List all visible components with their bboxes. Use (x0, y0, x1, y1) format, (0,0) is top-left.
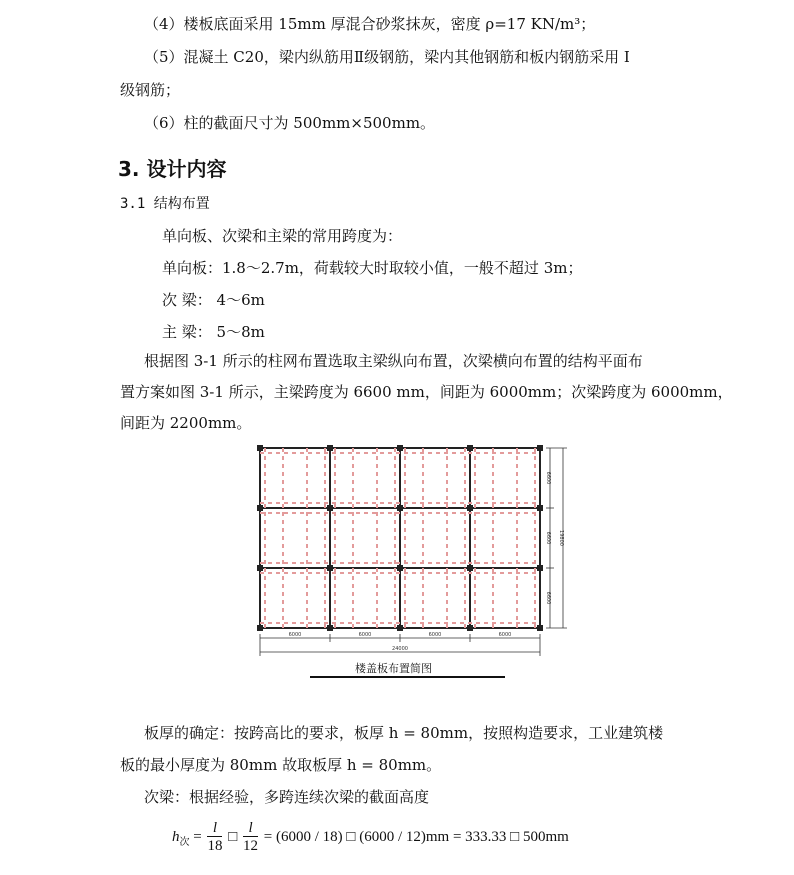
dim-right-total: 19800 (558, 530, 564, 546)
fraction-1: $\frac{l}{18}$ (207, 820, 223, 854)
dim-bay-4: 6000 (498, 632, 512, 638)
dim-row-1: 6600 (545, 471, 551, 485)
item-4: （4）楼板底面采用 15mm 厚混合砂浆抹灰，密度 ρ=17 KN/m³； (144, 15, 596, 33)
slab-thickness-paragraph-1: 板厚的确定：按跨高比的要求，板厚 h = 80mm，按照构造要求，工业建筑楼 (144, 724, 664, 742)
beam-depth-formula: $h_次$ = $\frac{l}{18}$ □ $\frac{l}{12}$ = (6000 / 18) □ (6000 / 12)mm = 333.33 □ 500mm (172, 820, 569, 854)
slab-span: 单向板：1.8～2.7m，荷载较大时取较小值，一般不超过 3m； (162, 259, 583, 277)
item-5: （5）混凝土 C20，梁内纵筋用Ⅱ级钢筋，梁内其他钢筋和板内钢筋采用 I (144, 48, 630, 66)
figure-caption: 楼盖板布置简图 (355, 662, 432, 675)
span-intro: 单向板、次梁和主梁的常用跨度为： (162, 227, 403, 245)
main-beam-span: 主 梁： 5～8m (162, 323, 265, 341)
formula-lhs: h (172, 828, 180, 845)
dim-row-3: 6600 (545, 591, 551, 605)
formula-lhs-sub: 次 (179, 836, 190, 848)
layout-paragraph-3: 间距为 2200mm。 (120, 414, 252, 432)
dim-total: 24000 (392, 646, 408, 652)
layout-paragraph-1: 根据图 3-1 所示的柱网布置选取主梁纵向布置，次梁横向布置的结构平面布 (144, 352, 643, 370)
secondary-beam-paragraph: 次梁：根据经验，多跨连续次梁的截面高度 (144, 788, 430, 806)
dim-bay-3: 6000 (428, 632, 442, 638)
dim-bay-1: 6000 (288, 632, 302, 638)
dim-bay-2: 6000 (358, 632, 372, 638)
dim-row-2: 6600 (545, 531, 551, 545)
layout-paragraph-2: 置方案如图 3-1 所示，主梁跨度为 6600 mm，间距为 6000mm；次梁跨度为 6000mm， (120, 383, 733, 401)
formula-sep: □ (228, 828, 238, 845)
slab-thickness-paragraph-2: 板的最小厚度为 80mm 故取板厚 h = 80mm。 (120, 756, 442, 774)
fraction-2: $\frac{l}{12}$ (243, 820, 259, 854)
item-6: （6）柱的截面尺寸为 500mm×500mm。 (144, 114, 436, 132)
item-5-cont: 级钢筋； (120, 81, 181, 99)
formula-rhs: = (6000 / 18) □ (6000 / 12)mm = 333.33 □ 500mm (263, 828, 569, 845)
section-heading: 3. 设计内容 (118, 157, 227, 181)
floor-plan-figure (245, 440, 585, 662)
subsection-heading: 3.1 结构布置 (120, 196, 210, 212)
secondary-beam-span: 次 梁： 4～6m (162, 291, 265, 309)
caption-underline (310, 676, 505, 678)
